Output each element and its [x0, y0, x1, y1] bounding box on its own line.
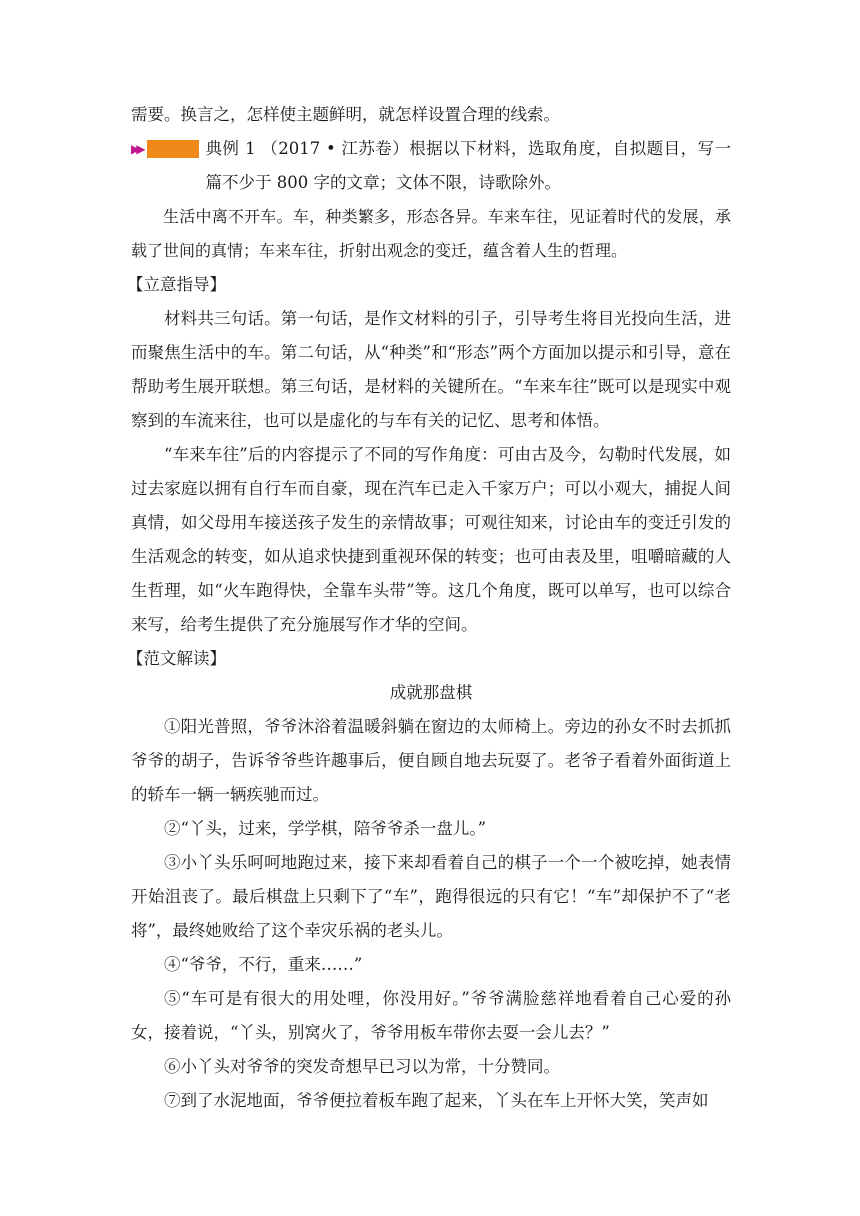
essay-paragraph: ⑦到了水泥地面，爷爷便拉着板车跑了起来，丫头在车上开怀大笑，笑声如 [164, 1091, 709, 1110]
document-page [127, 98, 731, 1118]
intro-line: 需要。换言之，怎样使主题鲜明，就怎样设置合理的线索。 [131, 105, 560, 124]
material-quote: 生活中离不开车。车，种类繁多，形态各异。车来车往，见证着时代的发展，承载了世间的真情；车来车往，折射出观念的变迁，蕴含着人生的哲理。 [131, 207, 731, 260]
example-label: 典例 1 [205, 139, 256, 158]
guidance-heading: 【立意指导】 [127, 275, 226, 294]
example-marker [131, 132, 201, 166]
example-block [131, 132, 731, 200]
essay-paragraph: ②“丫头，过来，学学棋，陪爷爷杀一盘儿。” [164, 819, 487, 838]
essay-title: 成就那盘棋 [389, 683, 473, 702]
orange-badge [147, 140, 199, 158]
essay-paragraph: ⑤“车可是有很大的用处哩，你没用好。”爷爷满脸慈祥地看着自己心爱的孙女，接着说，“丫头，别窝火了，爷爷用板车带你去耍一会儿去？” [131, 989, 731, 1042]
example-text: （2017 • 江苏卷）根据以下材料，选取角度，自拟题目，写一篇不少于 800 字的文章；文体不限，诗歌除外。 [205, 139, 731, 192]
essay-paragraph: ⑥小丫头对爷爷的突发奇想早已习以为常，十分赞同。 [164, 1057, 560, 1076]
essay-paragraph: ④“爷爷，不行，重来……” [164, 955, 363, 974]
guidance-paragraph: “车来车往”后的内容提示了不同的写作角度：可由古及今，勾勒时代发展，如过去家庭以拥有自行车而自豪，现在汽车已走入千家万户；可以小观大，捕捉人间真情，如父母用车接送孩子发生的亲情故事；可观往知来，讨论由车的变迁引发的生活观念的转变，如从追求快捷到重视环保的转变；也可由表及里，咀嚼暗藏的人生哲理，如“火车跑得快，全靠车头带”等。这几个角度，既可以单写，也可以综合来写，给考生提供了充分施展写作才华的空间。 [131, 445, 731, 634]
essay-heading: 【范文解读】 [127, 649, 226, 668]
essay-paragraph: ③小丫头乐呵呵地跑过来，接下来却看着自己的棋子一个一个被吃掉，她表情开始沮丧了。最后棋盘上只剩下了“车”，跑得很远的只有它！“车”却保护不了“老将”，最终她败给了这个幸灾乐祸的老头儿。 [131, 853, 731, 940]
essay-paragraph: ①阳光普照，爷爷沐浴着温暖斜躺在窗边的太师椅上。旁边的孙女不时去抓抓爷爷的胡子，告诉爷爷些许趣事后，便自顾自地去玩耍了。老爷子看着外面街道上的轿车一辆一辆疾驰而过。 [131, 717, 731, 804]
guidance-paragraph: 材料共三句话。第一句话，是作文材料的引子，引导考生将目光投向生活，进而聚焦生活中的车。第二句话，从“种类”和“形态”两个方面加以提示和引导，意在帮助考生展开联想。第三句话，是材料的关键所在。“车来车往”既可以是现实中观察到的车流来往，也可以是虚化的与车有关的记忆、思考和体悟。 [131, 309, 731, 430]
example-prompt [205, 132, 731, 200]
double-arrow-icon: ▶▶ [131, 142, 142, 156]
